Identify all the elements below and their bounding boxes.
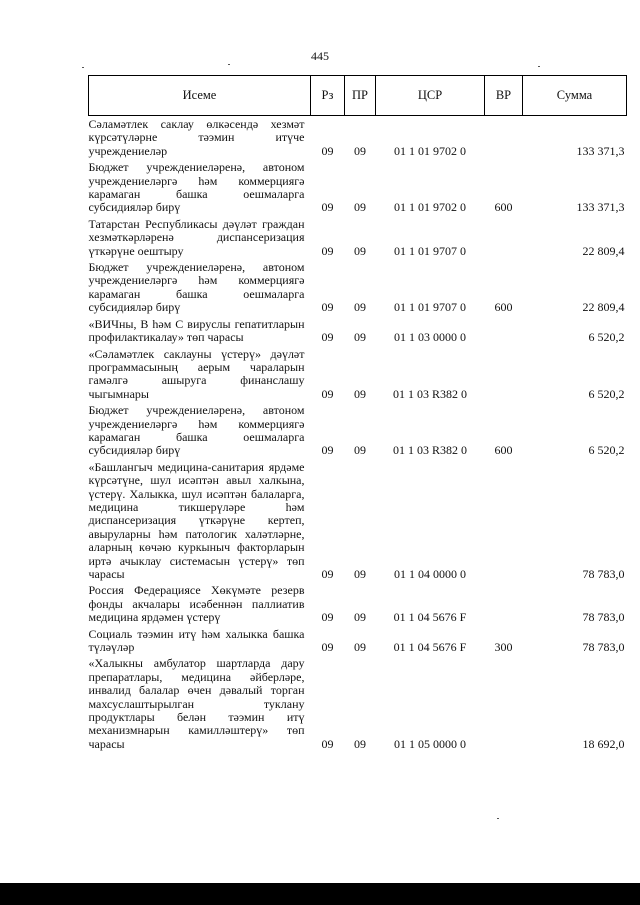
row-sum: 78 783,0 (582, 567, 625, 581)
row-rz: 09 (321, 386, 334, 401)
row-csr: 01 1 04 5676 F (393, 610, 467, 625)
row-sum: 133 371,3 (576, 200, 625, 215)
row-pr: 09 (354, 567, 366, 581)
row-pr: 09 (354, 386, 366, 401)
row-csr: 01 1 01 9707 0 (394, 243, 466, 258)
header-csr: ЦСР (376, 76, 485, 116)
table-row (89, 655, 627, 752)
row-name: Бюджет учреждениеләренә, автоном учреждениеләргә һәм коммерциягә карамаган башка оешмаларга субсидияләр бирү (88, 403, 305, 458)
budget-table (88, 75, 627, 752)
table-row (89, 216, 627, 259)
row-sum: 6 520,2 (588, 443, 625, 458)
row-vr (485, 116, 523, 160)
row-name: Сәламәтлек саклау өлкәсендә хезмәт күрсәтүләрне тәэмин итүче учреждениеләр (88, 117, 305, 158)
table-row (89, 316, 627, 346)
row-csr: 01 1 01 9707 0 (394, 300, 466, 315)
row-vr: 600 (494, 200, 513, 215)
scan-speck (82, 67, 84, 68)
row-rz: 09 (321, 640, 334, 655)
row-sum: 6 520,2 (588, 330, 625, 345)
row-rz: 09 (321, 567, 334, 581)
row-name: Социаль тәэмин итү һәм халыкка башка түләүләр (88, 626, 305, 655)
page-number: 445 (311, 49, 329, 63)
row-sum: 22 809,4 (582, 243, 625, 258)
row-name: «Халыкны амбулатор шартларда дару препаратлары, медицина әйберләре, инвалид балалар өчен дәвалый торган махсуслаштырылган туклану продуктлары белән тәэмин итү механизмнарын камилләштерү» төп чарасы (88, 656, 305, 751)
row-pr: 09 (354, 143, 366, 158)
row-pr: 09 (354, 200, 366, 215)
row-pr: 09 (354, 736, 366, 751)
row-vr (485, 459, 523, 583)
row-rz: 09 (321, 143, 334, 158)
row-pr: 09 (354, 443, 366, 458)
row-sum: 78 783,0 (582, 610, 625, 625)
row-pr: 09 (354, 610, 366, 625)
row-rz: 09 (321, 610, 334, 625)
table-header (89, 76, 627, 116)
scan-speck (228, 64, 230, 65)
table-row (89, 259, 627, 316)
header-vr: ВР (485, 76, 523, 116)
row-csr: 01 1 03 0000 0 (394, 330, 466, 345)
row-rz: 09 (321, 330, 334, 345)
table-row (89, 402, 627, 459)
row-vr (485, 346, 523, 403)
header-row (89, 76, 627, 116)
row-name: «ВИЧны, В һәм С вируслы гепатитларын профилактикалау» төп чарасы (88, 316, 305, 345)
table-row (89, 159, 627, 216)
row-rz: 09 (321, 300, 334, 315)
row-csr: 01 1 01 9702 0 (394, 200, 466, 215)
table-row (89, 346, 627, 403)
row-sum: 6 520,2 (588, 386, 625, 401)
row-vr (485, 316, 523, 346)
row-name: Бюджет учреждениеләренә, автоном учреждениеләргә һәм коммерциягә карамаган башка оешмаларга субсидияләр бирү (88, 160, 305, 215)
row-name: Бюджет учреждениеләренә, автоном учреждениеләргә һәм коммерциягә карамаган башка оешмаларга субсидияләр бирү (88, 260, 305, 315)
row-vr: 600 (494, 443, 513, 458)
row-vr: 600 (494, 300, 513, 315)
row-name: «Башлангыч медицина-санитария ярдәме күрсәтүне, шул исәптән авыл халкына, үстерү. Халыкка, шул исәптән балаларга, медицина тикшерүләре һәм диспансеризация үткәрүне кертеп, авыруларны һәм патологик халәтләрне, аларның көчәю куркыныч факторларын иртә ачыклау системасын үстерү» төп чарасы (88, 459, 305, 581)
table-row (89, 116, 627, 160)
row-rz: 09 (321, 736, 334, 751)
row-sum: 18 692,0 (582, 736, 625, 751)
scan-bottom-edge (0, 883, 640, 905)
row-csr: 01 1 03 R382 0 (392, 443, 467, 458)
header-rz: Рз (311, 76, 345, 116)
row-csr: 01 1 01 9702 0 (394, 143, 466, 158)
row-csr: 01 1 05 0000 0 (394, 736, 466, 751)
row-sum: 78 783,0 (582, 640, 625, 655)
row-pr: 09 (354, 330, 366, 345)
row-rz: 09 (321, 243, 334, 258)
row-sum: 133 371,3 (576, 143, 625, 158)
table-row (89, 626, 627, 656)
row-pr: 09 (354, 243, 366, 258)
row-vr: 300 (494, 640, 513, 655)
header-sum: Сумма (523, 76, 627, 116)
scan-speck (497, 818, 499, 819)
header-name: Исеме (89, 76, 311, 116)
row-vr (485, 655, 523, 752)
row-csr: 01 1 03 R382 0 (392, 386, 467, 401)
row-name: «Сәламәтлек саклауны үстерү» дәүләт программасының аерым чараларын гамәлгә ашыруга финанслашу чыгымнары (88, 346, 305, 401)
row-pr: 09 (354, 300, 366, 315)
row-csr: 01 1 04 0000 0 (394, 567, 466, 581)
row-csr: 01 1 04 5676 F (393, 640, 467, 655)
row-name: Россия Федерациясе Хөкүмәте резерв фонды акчалары исәбеннән паллиатив медицина ярдәмен үстерү (88, 583, 305, 625)
table-row (89, 582, 627, 625)
table-row (89, 459, 627, 583)
scan-speck (538, 66, 540, 67)
header-pr: ПР (345, 76, 376, 116)
row-vr (485, 216, 523, 259)
row-sum: 22 809,4 (582, 300, 625, 315)
row-pr: 09 (354, 640, 366, 655)
table-body (89, 116, 627, 753)
row-name: Татарстан Республикасы дәүләт граждан хезмәткәрләренә диспансеризация үткәрүне оештыру (88, 216, 305, 258)
row-vr (485, 582, 523, 625)
row-rz: 09 (321, 443, 334, 458)
row-rz: 09 (321, 200, 334, 215)
